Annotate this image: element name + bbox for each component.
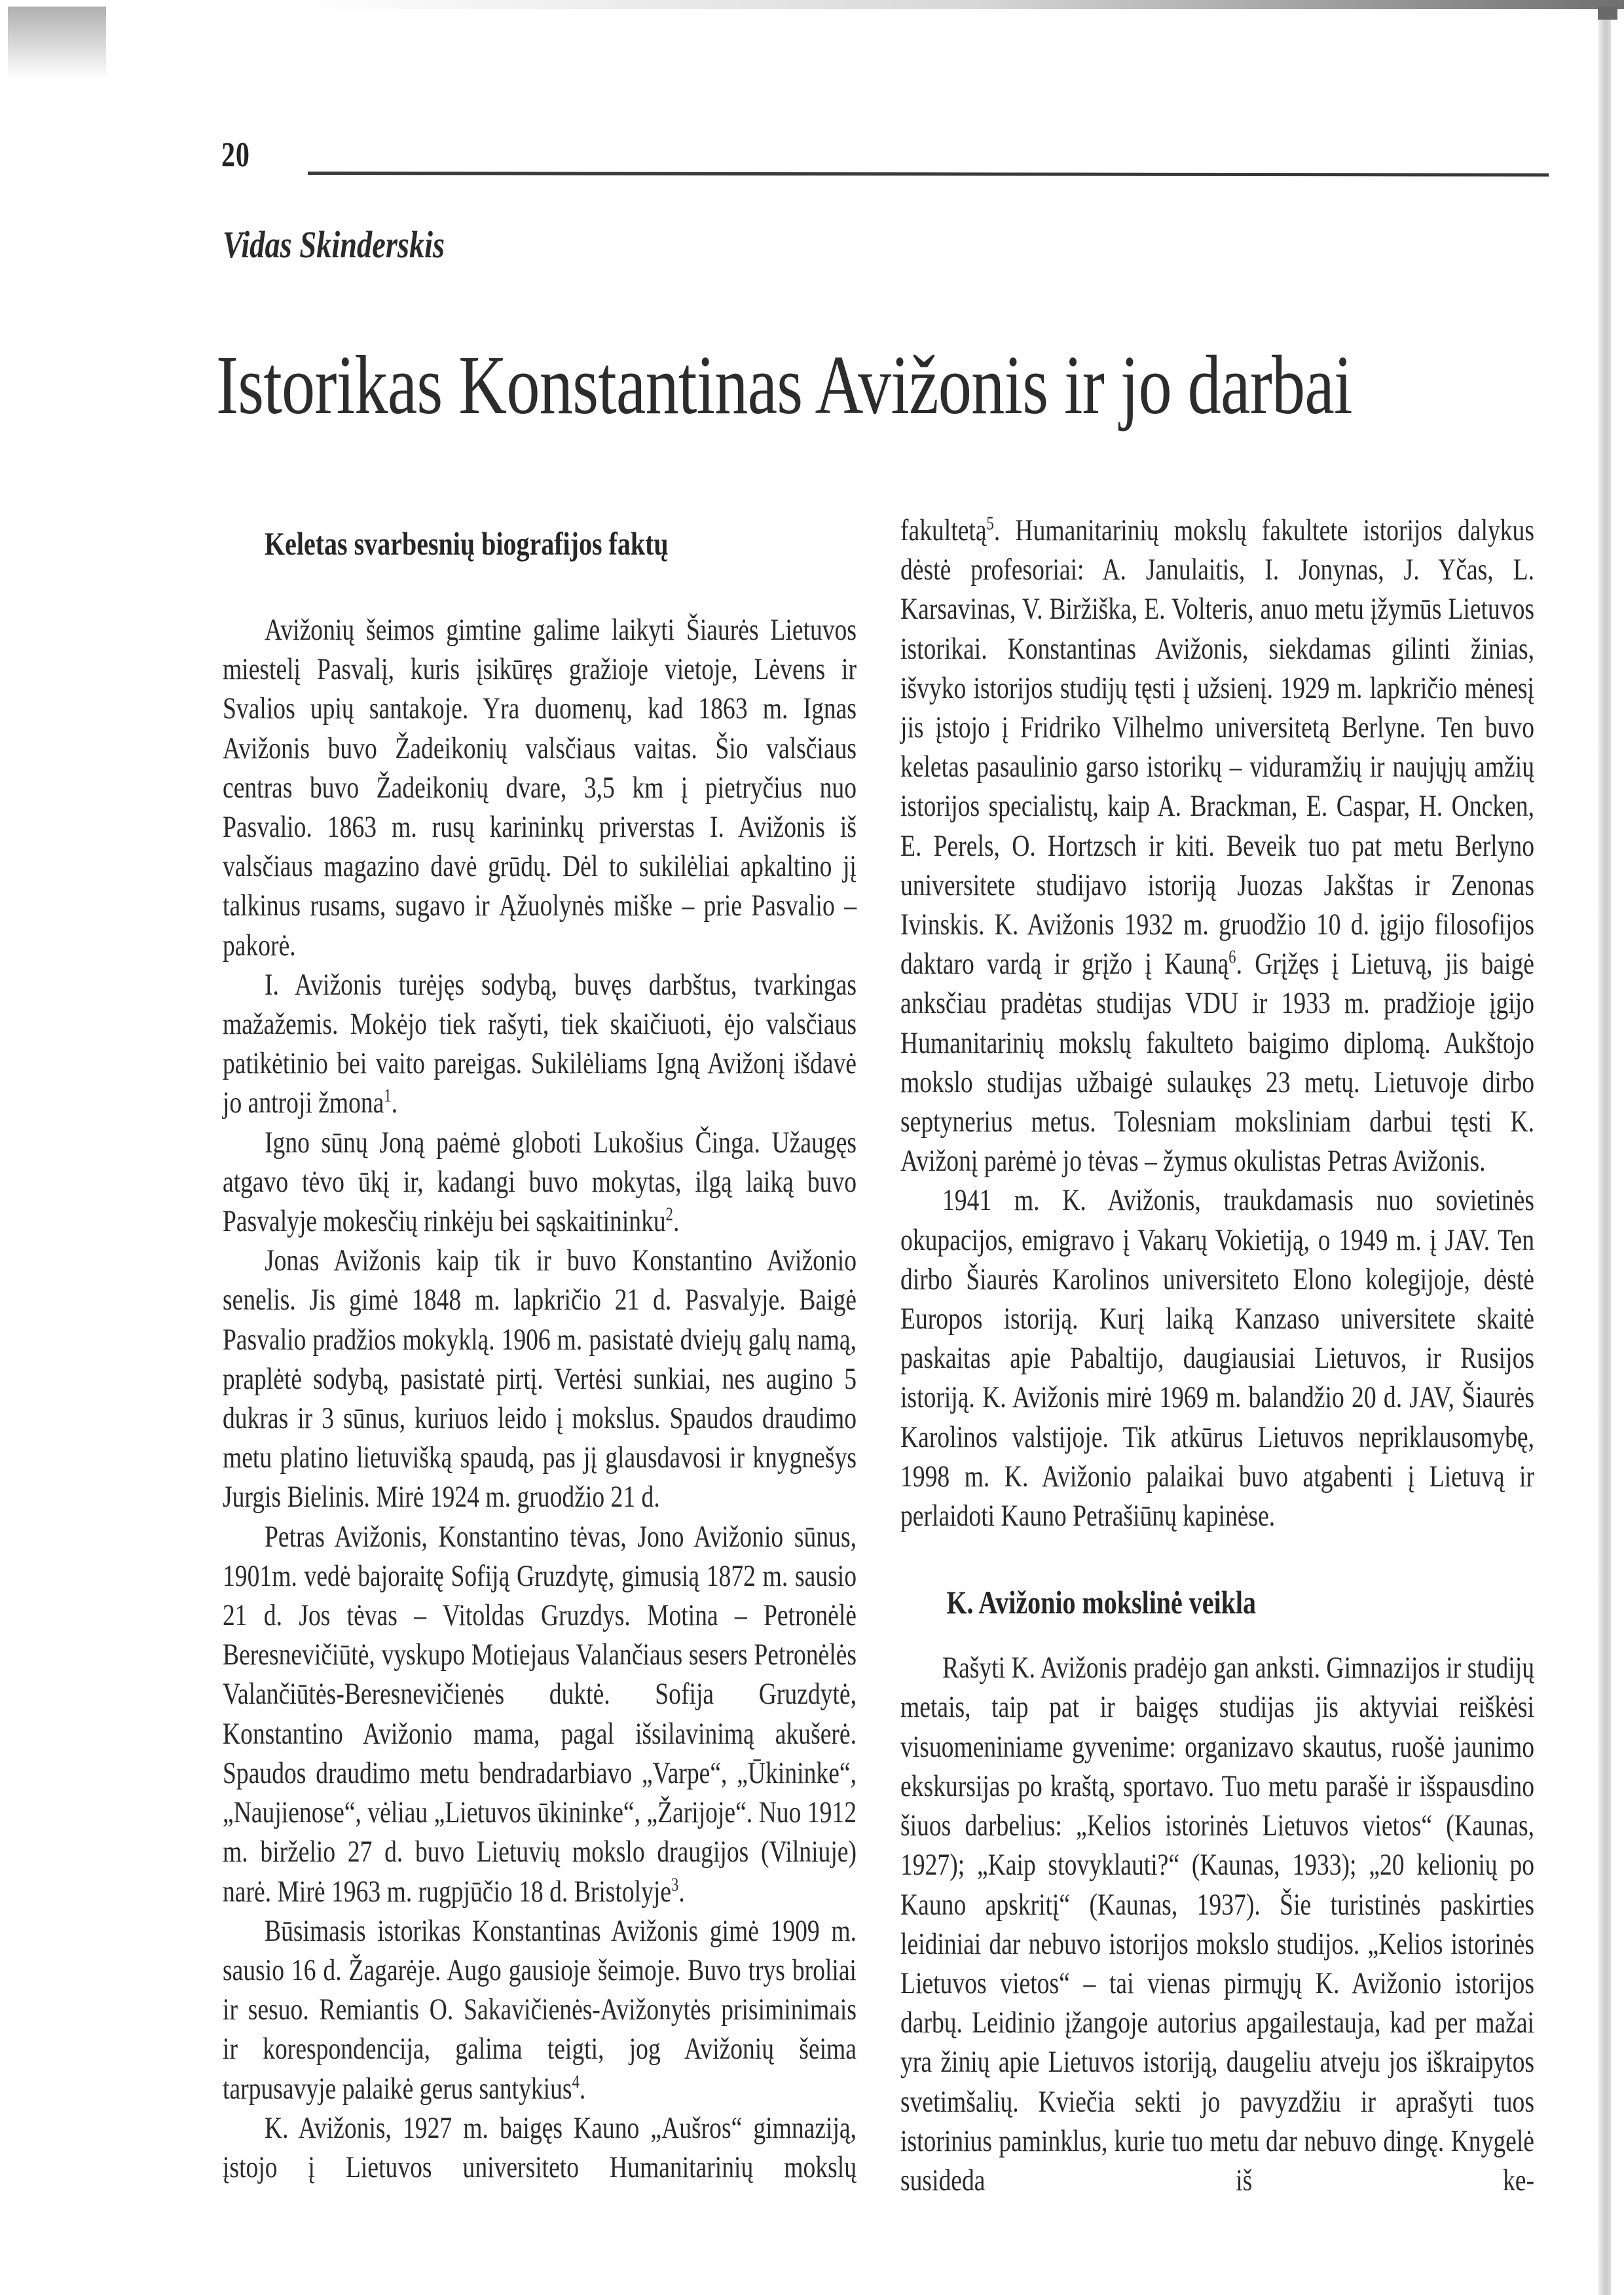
paragraph-text: Petras Avižonis, Konstantino tėvas, Jono Avižonio sūnus, 1901m. vedė bajoraitę Sofiją Gruzdytę, gimusią 1872 m. sausio 21 d. Jos tėvas – Vitoldas Gruzdys. Motina – Petronėlė Beresnevičiūtė, vyskupo Motiejaus Valančiaus sesers Petronėlės Valančiūtės-Beresnevičienės duktė. Sofija Gruzdytė, Konstantino Avižonio mama, pagal išsilavinimą akušerė. Spaudos draudimo metu bendradarbiavo „Varpe“, „Ūkininke“, „Naujienose“, vėliau „Lietuvos ūkininke“, „Žarijoje“. Nuo 1912 m. birželio 27 d. buvo Lietuvių mokslo draugijos (Vilniuje) narė. Mirė 1963 m. rugpjūčio 18 d. Bristolyje [223, 1519, 857, 1909]
paragraph-text: Būsimasis istorikas Konstantinas Avižonis gimė 1909 m. sausio 16 d. Žagarėje. Augo gausioje šeimoje. Buvo trys broliai ir sesuo. Remiantis O. Sakavičienės-Avižonytės prisiminimais ir korespondencija, galima teigti, jog Avižonių šeima tarpusavyje palaikė gerus santykius [223, 1913, 857, 2106]
page-number: 20 [221, 135, 250, 174]
paragraph-text: 1941 m. K. Avižonis, traukdamasis nuo sovietinės okupacijos, emigravo į Vakarų Vokietiją, o 1949 m. į JAV. Ten dirbo Šiaurės Karolinos universiteto Elono kolegijoje, dėstė Europos istoriją. Kurį laiką Kanzaso universitete skaitė paskaitas apie Pabaltijo, daugiausiai Lietuvos, ir Rusijos istoriją. K. Avižonis mirė 1969 m. balandžio 20 d. JAV, Šiaurės Karolinos valstijoje. Tik atkūrus Lietuvos nepriklausomybę, 1998 m. K. Avižonio palaikai buvo atgabenti į Lietuvą ir perlaidoti Kauno Petrašiūnų kapinėse. [900, 1183, 1534, 1533]
column-left [223, 524, 857, 2187]
paragraph [223, 2108, 857, 2187]
footnote-ref[interactable]: 1 [384, 1086, 392, 1107]
footnote-ref[interactable]: 3 [671, 1874, 679, 1895]
paragraph-text: Rašyti K. Avižonis pradėjo gan anksti. Gimnazijos ir studijų metais, taip pat ir baigęs studijas jis aktyviai reiškėsi visuomeniniame gyvenime: organizavo skautus, ruošė jaunimo ekskursijas po kraštą, sportavo. Tuo metu parašė ir išspausdino šiuos darbelius: „Kelios istorinės Lietuvos vietos“ (Kaunas, 1927); „Kaip stovyklauti?“ (Kaunas, 1933); „20 kelionių po Kauno apskritį“ (Kaunas, 1937). Šie turistinės paskirties leidiniai dar nebuvo istorijos mokslo studijos. „Kelios istorinės Lietuvos vietos“ – tai vienas pirmųjų K. Avižonio istorijos darbų. Leidinio įžangoje autorius apgailestauja, kad per mažai yra žinių apie Lietuvos istoriją, daugeliu atveju jos iškraipytos svetimšalių. Kviečia sekti jo pavyzdžiu ir aprašyti tuos istorinius paminklus, kurie tuo metu dar nebuvo dingę. Knygelė susideda iš ke- [900, 1651, 1534, 2197]
paragraph-continued [900, 511, 1534, 1181]
paragraph-text: K. Avižonis, 1927 m. baigęs Kauno „Aušros“ gimnaziją, įstojo į Lietuvos universiteto Humanitarinių mokslų [223, 2110, 857, 2184]
footnote-ref[interactable]: 6 [1228, 947, 1236, 968]
paragraph [223, 1911, 857, 2108]
paragraph [223, 1241, 857, 1516]
footnote-ref[interactable]: 5 [986, 513, 994, 534]
paragraph-end: . [673, 1204, 680, 1239]
paragraph-end: . [678, 1874, 685, 1909]
paragraph-text: Jonas Avižonis kaip tik ir buvo Konstantino Avižonio senelis. Jis gimė 1848 m. lapkričio 21 d. Pasvalyje. Baigė Pasvalio pradžios mokyklą. 1906 m. pasistatė dviejų galų namą, praplėtė sodybą, pasistatė pirtį. Vertėsi sunkiai, nes augino 5 dukras ir 3 sūnus, kuriuos leido į mokslus. Spaudos draudimo metu platino lietuvišką spaudą, pas jį glausdavosi ir knygnešys Jurgis Bielinis. Mirė 1924 m. gruodžio 21 d. [223, 1243, 857, 1515]
scan-edge-right [1598, 16, 1611, 2295]
scan-shadow-top-left [8, 7, 106, 79]
paragraph [223, 1123, 857, 1241]
footnote-ref[interactable]: 4 [572, 2071, 580, 2092]
header-rule [308, 172, 1549, 177]
section-heading-biography: Keletas svarbesnių biografijos faktų [265, 525, 669, 562]
paragraph [223, 965, 857, 1123]
paragraph-text: I. Avižonis turėjęs sodybą, buvęs darbštus, tvarkingas mažažemis. Mokėjo tiek rašyti, tiek skaičiuoti, ėjo valsčiaus patikėtinio bei vaito pareigas. Sukilėliams Igną Avižonį išdavė jo antroji žmona [223, 967, 857, 1120]
author-name: Vidas Skinderskis [223, 223, 445, 266]
section-heading-scientific-activity: K. Avižonio mokslinė veikla [946, 1584, 1257, 1621]
paragraph-text: Igno sūnų Joną paėmė globoti Lukošius Činga. Užaugęs atgavo tėvo ūkį ir, kadangi buvo mokytas, ilgą laiką buvo Pasvalyje mokesčių rinkėju bei sąskaitininku [223, 1125, 857, 1239]
paragraph [223, 610, 857, 965]
paragraph-end: . [579, 2071, 586, 2106]
paragraph-text: fakultetą [900, 513, 987, 547]
paragraph-text: . Humanitarinių mokslų fakultete istorijos dalykus dėstė profesoriai: A. Janulaitis, I. Jonynas, J. Yčas, L. Karsavinas, V. Biržiška, E. Volteris, anuo metu įžymūs Lietuvos istorikai. Konstantinas Avižonis, siekdamas gilinti žinias, išvyko istorijos studijų tęsti į užsienį. 1929 m. lapkričio mėnesį jis įstojo į Fridriko Vilhelmo universitetą Berlyne. Ten buvo keletas pasaulinio garso istorikų – viduramžių ir naujųjų amžių istorijos specialistų, kaip A. Brackman, E. Caspar, H. Oncken, E. Perels, O. Hortzsch ir kiti. Beveik tuo pat metu Berlyno universitete studijavo istoriją Juozas Jakštas ir Zenonas Ivinskis. K. Avižonis 1932 m. gruodžio 10 d. įgijo filosofijos daktaro vardą ir grįžo į Kauną [900, 513, 1534, 982]
paragraph-text: Avižonių šeimos gimtine galime laikyti Šiaurės Lietuvos miestelį Pasvalį, kuris įsikūręs gražioje vietoje, Lėvens ir Svalios upių santakoje. Yra duomenų, kad 1863 m. Ignas Avižonis buvo Žadeikonių valsčiaus vaitas. Šio valsčiaus centras buvo Žadeikonių dvare, 3,5 km į pietryčius nuo Pasvalio. 1863 m. rusų karininkų priverstas I. Avižonis iš valsčiaus magazino davė grūdų. Dėl to sukilėliai apkaltino jį talkinus rusams, sugavo ir Ąžuolynės miške – prie Pasvalio – pakorė. [223, 613, 857, 963]
article-title: Istorikas Konstantinas Avižonis ir jo darbai [216, 339, 1352, 431]
scan-edge-top [0, 0, 1624, 9]
footnote-ref[interactable]: 2 [665, 1204, 673, 1225]
paragraph [900, 1181, 1534, 1535]
scan-edge-corner [1598, 7, 1617, 20]
paragraph [900, 1648, 1534, 2200]
column-right [900, 511, 1534, 2200]
paragraph [223, 1517, 857, 1911]
paragraph-text: . Grįžęs į Lietuvą, jis baigė anksčiau pradėtas studijas VDU ir 1933 m. pradžioje įgijo Humanitarinių mokslų fakulteto baigimo diplomą. Aukštojo mokslo studijas užbaigė sulaukęs 23 metų. Lietuvoje dirbo septynerius metus. Tolesniam moksliniam darbui tęsti K. Avižonį parėmė jo tėvas – žymus okulistas Petras Avižonis. [900, 947, 1534, 1179]
paragraph-end: . [391, 1086, 398, 1120]
